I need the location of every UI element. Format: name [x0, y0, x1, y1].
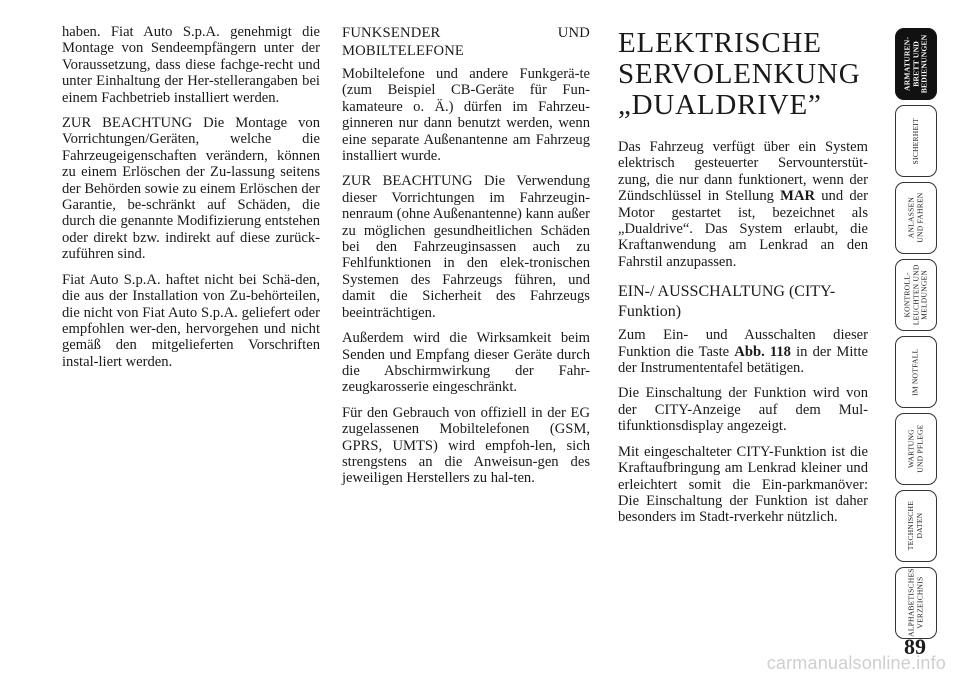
chapter-tab-kontrollleuchten[interactable] — [895, 259, 937, 331]
chapter-tab-technische-daten[interactable] — [895, 490, 937, 562]
intro-paragraph — [618, 139, 868, 270]
chapter-tab-sicherheit[interactable] — [895, 105, 937, 177]
chapter-tab-label: SICHERHEIT — [910, 117, 920, 165]
paragraph: ZUR BEACHTUNG Die Verwendung dieser Vorrichtungen im Fahrzeugin-nenraum (ohne Außenantenne) kann außer zu möglichen gesundheitlichen Schäden bei den Fahrzeuginsassen auch zu Fehlfunktionen in den elek-tronischen Systemen des Fahrzeugs führen, und damit die Sicherheit des Fahrzeugs beeinträchtigen. — [342, 173, 590, 321]
text-column-middle — [342, 24, 590, 496]
paragraph: Fiat Auto S.p.A. haftet nicht bei Schä-den, die aus der Installation von Zu-behörteilen, die nicht von Fiat Auto S.p.A. geliefert oder empfohlen wer-den, hervorgehen und nicht gemäß den mitgelieferten Vorschriften instal-liert werden. — [62, 271, 320, 370]
chapter-tab-label: TECHNISCHE DATEN — [906, 501, 924, 551]
paragraph: Außerdem wird die Wirksamkeit beim Senden und Empfang dieser Geräte durch die Abschirmwirkung der Fahr-zeugkarosserie eingeschränkt. — [342, 330, 590, 396]
paragraph-text: Zum Ein- und Ausschalten dieser Funktion die Taste — [618, 327, 868, 360]
chapter-tab-verzeichnis[interactable] — [895, 567, 937, 639]
intro-text-continued: und der Motor gestartet ist, bezeichnet als „Dualdrive“. Das System erlaubt, die Kraftanwendung am Lenkrad an den Fahrstil anzupassen. — [618, 188, 868, 270]
paragraph: haben. Fiat Auto S.p.A. genehmigt die Montage von Sendeempfängern unter der Voraussetzung, dass diese fachge-recht und unter Einhaltung der Her-stellerangaben bei einem Fachbetrieb installiert werden. — [62, 24, 320, 106]
chapter-tab-label: WARTUNG UND PFLEGE — [906, 424, 925, 474]
subsection-heading: EIN-/ AUSSCHALTUNG (CITY-Funktion) — [618, 283, 836, 320]
chapter-tab-label: ALPHABETISCHES VERZEICHNIS — [906, 568, 924, 638]
section-title: ELEKTRISCHE SERVOLENKUNG „DUALDRIVE” — [618, 27, 861, 121]
chapter-tab-wartung[interactable] — [895, 413, 937, 485]
watermark-text: carmanualsonline.info — [766, 653, 946, 673]
paragraph: Mobiltelefone und andere Funkgerä-te (zum Beispiel CB-Geräte für Fun-kamateure o. Ä.) dürfen im Fahrzeu-ginneren nur dann benutzt werden, wenn eine separate Außenantenne am Fahrzeug installiert wurde. — [342, 66, 590, 165]
text-column-left — [62, 24, 320, 379]
paragraph — [618, 327, 868, 376]
chapter-tab-label: KONTROLL- LEUCHTEN UND MELDUNGEN — [902, 264, 929, 326]
paragraph: Für den Gebrauch von offiziell in der EG zugelassenen Mobiltelefonen (GSM, GPRS, UMTS) wird empfoh-len, sich strengstens an die Anweisun-gen des jeweiligen Herstellers zu hal-ten. — [342, 404, 590, 487]
text-column-right — [618, 24, 868, 535]
paragraph: Mit eingeschalteter CITY-Funktion ist die Kraftaufbringung am Lenkrad kleiner und erleichtert somit die Ein-parkmanöver: Die Einschaltung der Funktion ist daher besonders im Stadt-rverkehr nützlich. — [618, 443, 868, 526]
intro-text: Das Fahrzeug verfügt über ein System elektrisch gesteuerter Servounterstüt-zung, die nur dann funktionert, wenn der Zündschlüssel in Stellung — [618, 139, 868, 205]
page-number: 89 — [904, 634, 926, 659]
key-position-label: MAR — [780, 188, 816, 205]
paragraph: ZUR BEACHTUNG Die Montage von Vorrichtungen/Geräten, welche die Fahrzeugeigenschaften verändern, können zu einem Erlöschen der Zu-lassung seitens der Behörden sowie zu einem Erlöschen der Garantie, be-schränkt auf Schäden, die durch die genannte Modifizierung entstehen oder direkt bzw. indirekt auf diese zurück-zuführen sind. — [62, 115, 320, 263]
chapter-tab-armaturenbrett[interactable] — [895, 28, 937, 100]
chapter-tab-notfall[interactable] — [895, 336, 937, 408]
chapter-tab-label: ARMATUREN- BRETT UND BEDIENUNGEN — [902, 34, 929, 94]
paragraph: Die Einschaltung der Funktion wird von der CITY-Anzeige auf dem Mul-tifunktionsdisplay angezeigt. — [618, 385, 868, 435]
chapter-tab-anlassen[interactable] — [895, 182, 937, 254]
paragraph-text-continued: in der Mitte der Instrumententafel betätigen. — [618, 343, 868, 377]
figure-reference: Abb. 118 — [734, 343, 791, 360]
chapter-tab-label: IM NOTFALL — [910, 348, 920, 396]
section-heading: FUNKSENDER UND MOBILTELEFONE — [342, 25, 590, 59]
chapter-tab-label: ANLASSEN UND FAHREN — [906, 192, 925, 244]
